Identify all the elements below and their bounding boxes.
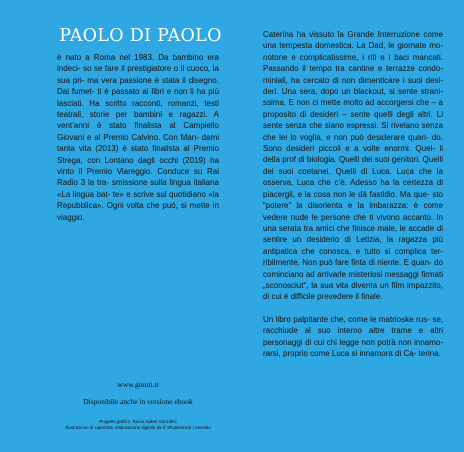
website-link[interactable]: www.giunti.it bbox=[117, 380, 159, 389]
synopsis-line: Passando il tempo tra cantine e terrazze condo- bbox=[263, 64, 443, 74]
synopsis-line: deri. Una sera, dopo un blackout, si sente strani- bbox=[263, 87, 443, 97]
synopsis-line: ssima. E non ci mette molto ad accorgersi che bbox=[263, 98, 430, 108]
bio-line: so se fare il prestigiatore o il cuoco, la sua pri- bbox=[57, 64, 219, 85]
synopsis-line: ribilmente. Non può fare finta di niente. E quan- bbox=[263, 258, 432, 268]
synopsis-line: terina. bbox=[418, 348, 441, 358]
bio-line: Strega, con Lontano dagli occhi (2019) ha vinto il bbox=[57, 155, 219, 177]
synopsis-line: li della prof di biologia. Quelli dei suoi genitori. bbox=[263, 144, 443, 165]
synopsis-line: Quelli dei suoi coetanei. Quelli di Luca. Luca che bbox=[263, 155, 443, 176]
author-name: PAOLO DI PAOLO bbox=[59, 26, 222, 46]
bio-line: è nato a Roma nel 1983. Da bambino era indeci- bbox=[57, 53, 219, 74]
bio-line: dami tanta vita (2013) è stato finalista al Premio bbox=[57, 132, 220, 154]
synopsis-line: una tempesta domestica. La Dad, le giornate mo- bbox=[263, 41, 443, 51]
synopsis-paragraph-1 bbox=[263, 29, 443, 303]
bio-line: ti è passato ai libri e non li ha più lasciati. Ha bbox=[57, 87, 219, 108]
illustration-credit: Illustrazione di copertina: elaborazione digitale da © Shutterstock / amesbo bbox=[65, 425, 211, 430]
synopsis-line: di sentire un desiderio di Letizia, la ragazza più bbox=[263, 223, 443, 245]
author-bio bbox=[57, 52, 219, 223]
synopsis-paragraph-2 bbox=[263, 314, 443, 360]
right-flap bbox=[232, 0, 464, 452]
publisher-info bbox=[57, 380, 219, 406]
synopsis-line: Un libro palpitante che, come le matrioske rus- bbox=[263, 314, 430, 324]
bio-line: scritto racconti, romanzi, testi teatrali, storie per bbox=[57, 98, 220, 120]
synopsis-line: – a proposito di desideri – sente quelli degli altri. bbox=[263, 98, 444, 119]
synopsis-line: di piacergli, e la cosa non le dà fastidio. Ma que- bbox=[263, 178, 443, 199]
synopsis-line: antipatica che conosca, e tutto si complica ter- bbox=[263, 246, 443, 256]
synopsis-line: se, racchiude al suo interno altre trame e altri bbox=[263, 314, 443, 336]
credits bbox=[57, 419, 219, 431]
synopsis-line: la osserva, Luca che c’è. Adesso ha la certezza bbox=[263, 166, 443, 188]
synopsis-line: vedere nude le persone che ti vivono accanto. In bbox=[263, 212, 443, 222]
bio-line: Campiello Giovani e al Premio Calvino. Con Man- bbox=[57, 121, 219, 142]
synopsis-line: notone e complicatissime, i riti e i baci mancati. bbox=[263, 52, 443, 62]
bio-line: te» e scrive sul quotidiano «la Repubblica». Ogni bbox=[57, 189, 219, 211]
bio-line: Premio Viareggio. Conduce su Rai Radio 3 la tra- bbox=[57, 167, 219, 188]
design-credit: Progetto grafico: Rocío Isabel González bbox=[99, 419, 177, 424]
bio-line: ma vera passione è stata il disegno. Dai fumet- bbox=[57, 75, 219, 97]
synopsis-line: impazzito, di cui è difficile prevedere il finale. bbox=[263, 280, 443, 302]
synopsis-line: do. Sono desideri piccoli e a volte enormi. Quel- bbox=[263, 132, 443, 154]
ebook-note: Disponibile anche in versione ebook bbox=[83, 397, 193, 406]
bio-line: smissione sulla lingua italiana «La lingua bat- bbox=[57, 178, 219, 199]
synopsis-line: una serata tra amici che finisce male, le accade bbox=[263, 223, 435, 233]
synopsis-line: rarsi, proprio come Luca si innamora di Ca- bbox=[263, 348, 417, 358]
synopsis-line: Caterina ha vissuto la Grande Interruzione come bbox=[263, 30, 443, 39]
synopsis-line: personaggi di cui chi legge non potrà non innamo- bbox=[263, 337, 443, 347]
bio-line: bambini e ragazzi. A vent’anni è stato finalista al bbox=[57, 110, 219, 131]
synopsis-line: senza che lei lo voglia, e non può desiderare quan- bbox=[263, 121, 443, 142]
synopsis-line: sto “potere” la disorienta e la imbarazza: è come bbox=[263, 189, 443, 211]
synopsis-line: miniali, ha cercato di non dimenticare i suoi desi- bbox=[263, 75, 443, 85]
bio-line: volta che può, si mette in viaggio. bbox=[57, 201, 219, 222]
synopsis-line: Li sente senza che siano espressi. Si rivelano bbox=[263, 109, 443, 131]
synopsis-line: firmati „sconosciut“, la sua vita diventa un film bbox=[263, 269, 443, 290]
synopsis-line: do cominciano ad arrivarle misteriosi messaggi bbox=[263, 258, 443, 279]
